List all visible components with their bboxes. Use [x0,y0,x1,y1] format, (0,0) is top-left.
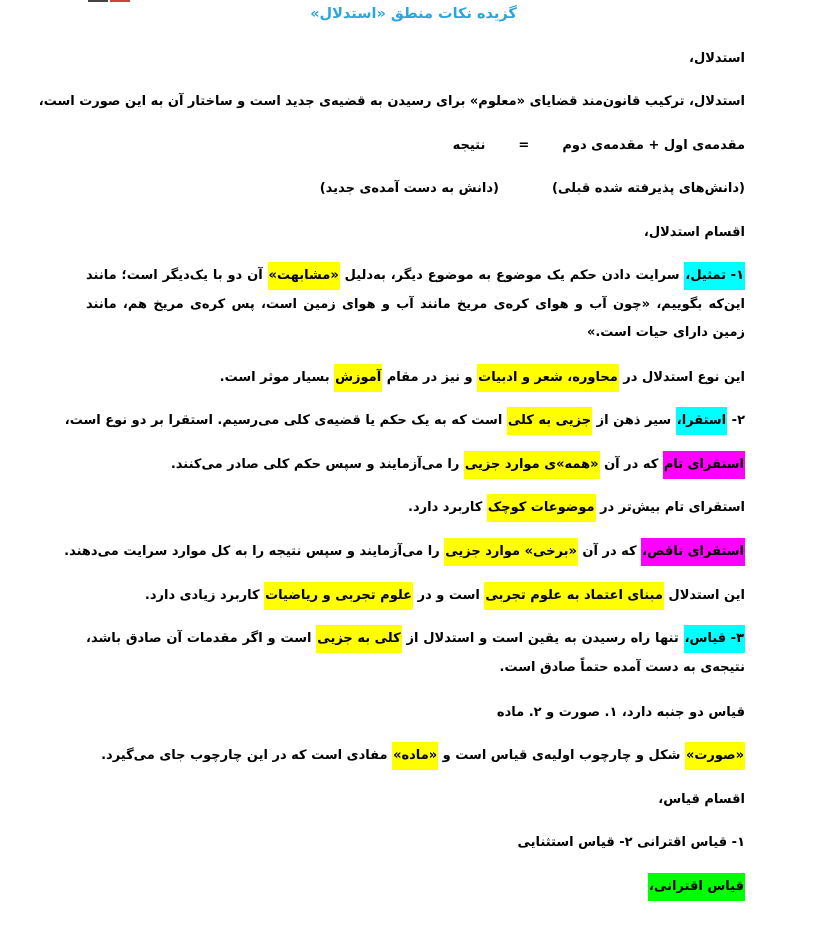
text: سرایت دادن حکم یک موضوع به موضوع دیگر، به‌دلیل [339,268,685,283]
tamsil-use-line [220,364,745,392]
heading-aqsam-qiyas: اقسام قیاس، [658,792,745,807]
text: تنها راه رسیدن به یقین است و استدلال از [401,631,684,646]
highlight-hame-mavared: «همه»ی موارد جزیی [464,451,600,479]
text: شکل و چارچوب اولیه‌ی قیاس است و [438,748,685,763]
highlight-qiyas: ۳- قیاس، [684,625,745,653]
highlight-istiqra: استقرا، [676,407,727,435]
text: است که به یک حکم یا قضیه‌ی کلی می‌رسیم. استقرا بر دو نوع است، [64,413,507,428]
formula-line [453,132,745,160]
text: کاربرد زیادی دارد. [144,588,265,603]
formula-result: نتیجه [452,138,486,153]
definition-paragraph: استدلال، ترکیب قانون‌مند قضایای «معلوم» برای رسیدن به قضیه‌ی جدید است و ساختار آن به این صورت است، [38,94,745,109]
page-title: گزیده نکات منطق «استدلال» [310,6,517,22]
highlight-mushabahat: «مشابهت» [268,262,340,290]
iqtirani-line [648,873,745,901]
formula-sub-left: (دانش‌های پذیرفته شده قبلی) [552,181,745,196]
text: سیر ذهن از [592,413,676,428]
corner-mark [88,0,130,2]
heading-istidlal: استدلال، [689,51,745,66]
text: و نیز در مقام [382,370,478,385]
text: را می‌آزمایند و سپس نتیجه را به کل موارد سرایت می‌دهند. [64,544,445,559]
highlight-olum-tajrobi: علوم تجربی و ریاضیات [264,582,413,610]
text: است و در [413,588,485,603]
text: مفادی است که در این چارچوب جای می‌گیرد. [101,748,393,763]
text: این استدلال [663,588,745,603]
highlight-istiqra-naqis: استقرای ناقص، [641,538,745,566]
text: که در آن [599,457,663,472]
formula-premises: مقدمه‌ی اول + مقدمه‌ی دوم [562,138,745,153]
highlight-adabiyat: محاوره، شعر و ادبیات [477,364,619,392]
istiqra-tam-line [171,451,745,479]
highlight-mozuat-kuchak: موضوعات کوچک [487,494,596,522]
highlight-tamsil: ۱- تمثیل، [684,262,745,290]
highlight-istiqra-tam: استقرای تام [663,451,745,479]
text: را می‌آزمایند و سپس حکم کلی صادر می‌کنند. [170,457,464,472]
text: کاربرد دارد. [408,500,487,515]
text: بسیار موثر است. [219,370,335,385]
text: است و اگر مقدمات آن صادق باشد، نتیجه‌ی به دست آمده حتماً صادق است. [86,631,745,675]
highlight-surat: «صورت» [685,742,745,770]
qiyas-paragraph [86,625,745,682]
tamsil-paragraph [86,262,745,348]
highlight-qiyas-iqtirani: قیاس اقترانی، [648,873,745,901]
surat-line [101,742,745,770]
heading-aqsam-istidlal: اقسام استدلال، [643,225,745,240]
formula-equals: = [518,138,530,153]
istiqra-line [65,407,745,435]
highlight-amuzesh: آموزش [334,364,382,392]
qiyas-aspects-line: قیاس دو جنبه دارد، ۱. صورت و ۲. ماده [496,705,745,720]
istiqra-naqis-line [64,538,745,566]
highlight-madde: «ماده» [392,742,438,770]
highlight-mabnaye-etemad: مبنای اعتماد به علوم تجربی [484,582,663,610]
text: که در آن [577,544,642,559]
text: ۲- [727,413,745,428]
highlight-barkhi-mavared: «برخی» موارد جزیی [444,538,578,566]
formula-sub-line [320,175,745,203]
text: استقرای تام بیش‌تر در [595,500,745,515]
highlight-kulli-be-juzi: کلی به جزیی [316,625,401,653]
formula-sub-right: (دانش به دست آمده‌ی جدید) [319,181,499,196]
qiyas-types-line: ۱- قیاس اقترانی ۲- قیاس استثنایی [517,835,745,850]
highlight-juzi-be-kulli: جزیی به کلی [507,407,592,435]
istiqra-naqis-use-line [145,582,745,610]
text: آن دو با یک‌دیگر است؛ مانند این‌که بگوییم، «چون آب و هوای کره‌ی مریخ مانند آب و هوای زمین است، پس کره‌ی مریخ هم، مانند زمین دارای حیات است.» [86,268,745,340]
istiqra-tam-use-line [408,494,745,522]
text: این نوع استدلال در [618,370,745,385]
